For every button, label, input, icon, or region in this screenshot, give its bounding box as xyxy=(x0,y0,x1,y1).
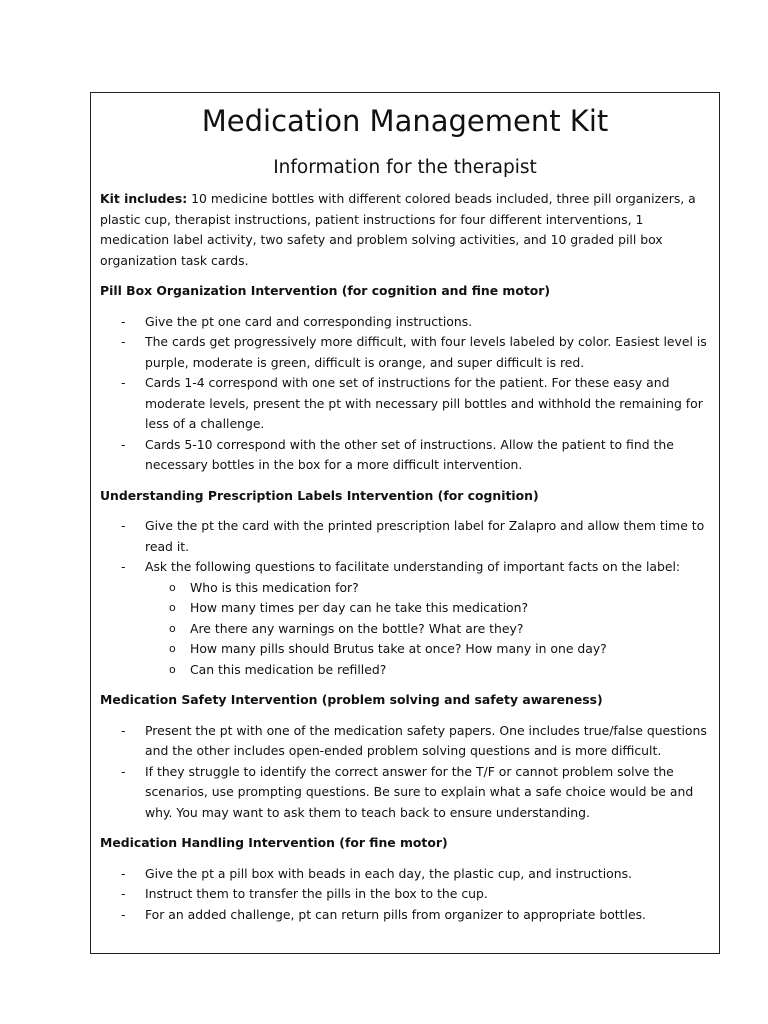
list-item: - Give the pt one card and corresponding instructions. xyxy=(100,312,710,333)
pill-box-list xyxy=(100,312,710,476)
dash-bullet: - xyxy=(121,906,126,922)
sub-list-item: o How many pills should Brutus take at once? How many in one day? xyxy=(145,639,710,660)
dash-bullet: - xyxy=(121,375,126,390)
list-item: - If they struggle to identify the correct answer for the T/F or cannot problem solve the scenarios, use prompting questions. Be sure to explain what a safe choice would be and why. You may want to ask them to teach back to ensure understanding. xyxy=(121,763,694,820)
page-title: Medication Management Kit xyxy=(201,104,609,138)
list-item: - Give the pt the card with the printed prescription label for Zalapro and allow them time to read it. xyxy=(121,518,705,554)
dash-bullet: - xyxy=(121,518,126,533)
sub-list-item: o Can this medication be refilled? xyxy=(145,660,710,681)
sub-list-item: o Who is this medication for? xyxy=(145,578,710,599)
list-item: - Cards 1-4 correspond with one set of instructions for the patient. For these easy and moderate levels, present the pt with necessary pill bottles and withhold the remaining for less of a challenge. xyxy=(121,375,703,431)
circle-bullet: o xyxy=(169,601,176,614)
list-item: - The cards get progressively more difficult, with four levels labeled by color. Easiest level is purple, moderate is green, difficult is orange, and super difficult is red. xyxy=(121,334,707,370)
list-item: - Present the pt with one of the medication safety papers. One includes true/false questions and the other includes open-ended problem solving questions and is more difficult. xyxy=(121,722,707,758)
section-heading-prescription-labels: Understanding Prescription Labels Intervention (for cognition) xyxy=(100,487,539,503)
dash-bullet: - xyxy=(121,865,126,881)
dash-bullet: - xyxy=(121,313,126,329)
list-item: - Cards 5-10 correspond with the other set of instructions. Allow the patient to find the necessary bottles in the box for a more difficult intervention. xyxy=(121,436,674,472)
dash-bullet: - xyxy=(121,334,126,349)
kit-includes-label: Kit includes: xyxy=(100,191,188,206)
circle-bullet: o xyxy=(169,580,176,594)
circle-bullet: o xyxy=(169,642,176,655)
list-item: - Ask the following questions to facilitate understanding of important facts on the label: o Who is this medication for? o How many times per day can he take this medication? o Are there any warnings on the bottle? What are they? o How many pills should Brutus take at once? How many in one day? o Can this medication be refilled? xyxy=(100,557,710,680)
medication-handling-list xyxy=(100,864,710,926)
circle-bullet: o xyxy=(169,621,176,635)
sub-list-item: o Are there any warnings on the bottle? What are they? xyxy=(145,619,710,640)
section-heading-pill-box: Pill Box Organization Intervention (for cognition and fine motor) xyxy=(100,283,551,298)
list-item: - Give the pt a pill box with beads in each day, the plastic cup, and instructions. xyxy=(100,864,710,885)
list-item: - Instruct them to transfer the pills in the box to the cup. xyxy=(100,884,710,905)
prescription-labels-list xyxy=(100,516,710,680)
dash-bullet: - xyxy=(121,886,126,901)
kit-includes-text: 10 medicine bottles with different colored beads included, three pill organizers, a plastic cup, therapist instructions, patient instructions for four different interventions, 1 medication label activity, two safety and problem solving activities, and 10 graded pill box organization task cards. xyxy=(100,191,696,268)
list-item: - For an added challenge, pt can return pills from organizer to appropriate bottles. xyxy=(100,905,710,926)
circle-bullet: o xyxy=(169,662,176,676)
section-heading-medication-handling: Medication Handling Intervention (for fine motor) xyxy=(100,835,448,850)
question-list xyxy=(145,578,710,681)
sub-list-item: o How many times per day can he take this medication? xyxy=(145,598,710,619)
page-subtitle: Information for the therapist xyxy=(273,157,537,178)
medication-safety-list xyxy=(100,721,710,824)
dash-bullet: - xyxy=(121,763,126,779)
kit-includes-paragraph xyxy=(100,189,710,271)
dash-bullet: - xyxy=(121,436,126,452)
dash-bullet: - xyxy=(121,722,126,738)
dash-bullet: - xyxy=(121,559,126,574)
section-heading-medication-safety: Medication Safety Intervention (problem solving and safety awareness) xyxy=(100,692,603,707)
document-page xyxy=(90,92,720,954)
